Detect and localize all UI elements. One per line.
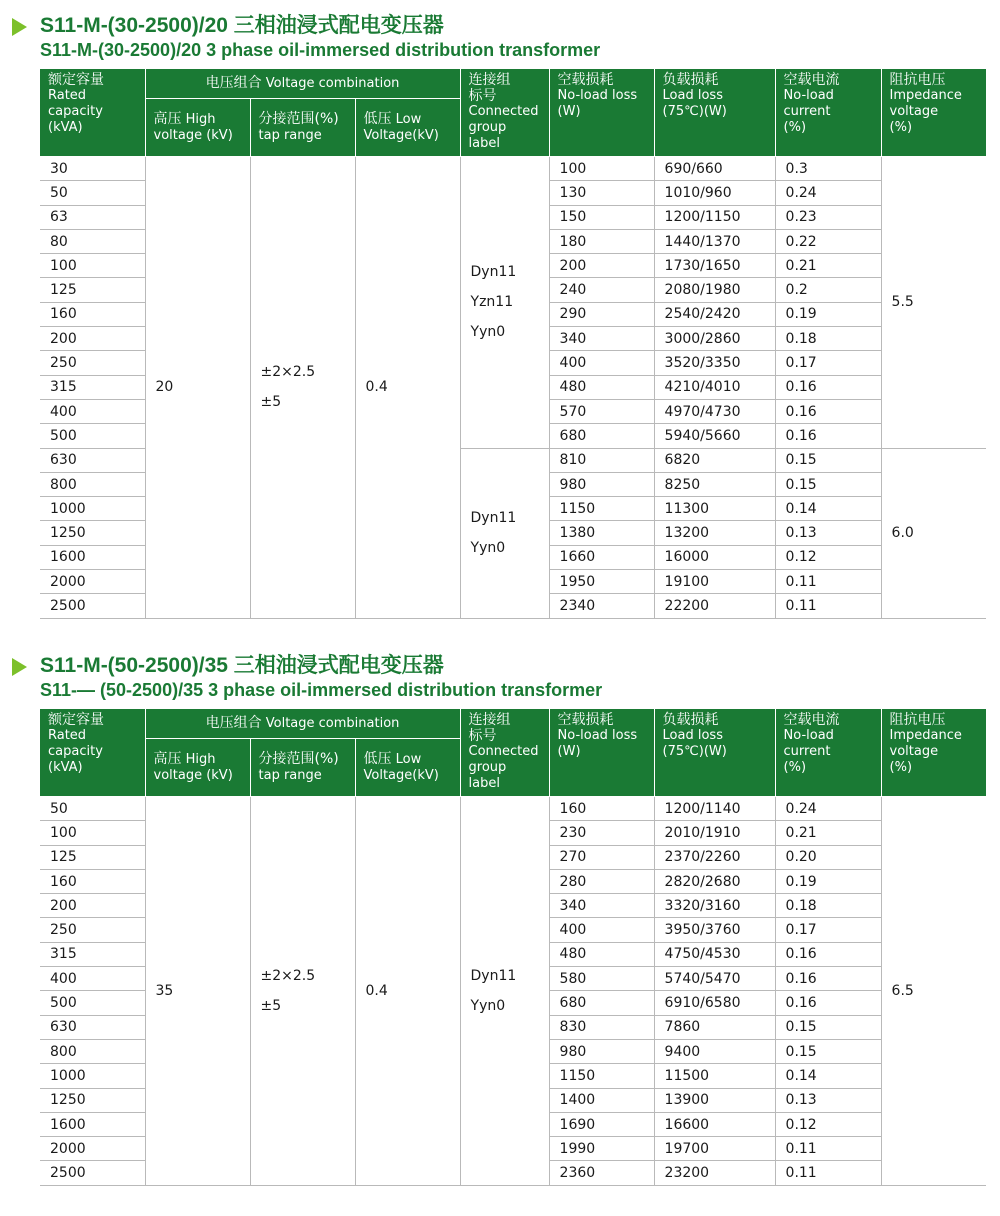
cell-noload-current: 0.16	[775, 991, 881, 1015]
cell-noload-loss: 150	[549, 205, 654, 229]
spec-table-20kv	[40, 69, 987, 619]
cell-noload-current: 0.16	[775, 967, 881, 991]
cell-noload-loss: 230	[549, 821, 654, 845]
cell-noload-loss: 340	[549, 894, 654, 918]
table-row	[40, 157, 986, 181]
header-noload-loss: 空载损耗 No-load loss (W)	[549, 69, 654, 157]
cell-noload-current: 0.21	[775, 821, 881, 845]
cell-load-loss: 1200/1150	[654, 205, 775, 229]
section-title-en: S11-M-(30-2500)/20 3 phase oil-immersed distribution transformer	[40, 40, 601, 60]
cell-noload-current: 0.11	[775, 1161, 881, 1185]
table-body	[40, 797, 986, 1186]
cell-load-loss: 22200	[654, 594, 775, 618]
cell-noload-loss: 200	[549, 254, 654, 278]
cell-impedance-voltage: 5.5	[881, 157, 986, 449]
cell-load-loss: 4970/4730	[654, 399, 775, 423]
cell-noload-current: 0.16	[775, 399, 881, 423]
cell-noload-loss: 280	[549, 869, 654, 893]
cell-capacity: 630	[40, 1015, 145, 1039]
cell-noload-loss: 2360	[549, 1161, 654, 1185]
cell-load-loss: 2010/1910	[654, 821, 775, 845]
cell-noload-loss: 160	[549, 797, 654, 821]
cell-noload-loss: 570	[549, 399, 654, 423]
cell-load-loss: 1440/1370	[654, 229, 775, 253]
cell-noload-current: 0.13	[775, 1088, 881, 1112]
section-arrow-icon	[12, 18, 27, 36]
cell-tap-range-line: ±5	[260, 997, 282, 1014]
cell-noload-loss: 1150	[549, 1064, 654, 1088]
cell-capacity: 250	[40, 351, 145, 375]
header-impedance-voltage: 阻抗电压 Impedance voltage (%)	[881, 69, 986, 157]
header-low-voltage: 低压 Low Voltage(kV)	[355, 99, 460, 157]
header-connection-group: 连接组 标号 Connected group label	[460, 69, 549, 157]
cell-noload-loss: 480	[549, 942, 654, 966]
cell-capacity: 2500	[40, 594, 145, 618]
table-body	[40, 157, 986, 619]
cell-noload-current: 0.16	[775, 375, 881, 399]
cell-capacity: 100	[40, 254, 145, 278]
cell-load-loss: 690/660	[654, 157, 775, 181]
cell-noload-loss: 680	[549, 991, 654, 1015]
cell-capacity: 1250	[40, 1088, 145, 1112]
header-capacity: 额定容量 Rated capacity (kVA)	[40, 709, 145, 797]
cell-noload-current: 0.13	[775, 521, 881, 545]
cell-capacity: 800	[40, 472, 145, 496]
cell-load-loss: 4210/4010	[654, 375, 775, 399]
cell-tap-range-line: ±5	[260, 394, 282, 411]
cell-capacity: 400	[40, 967, 145, 991]
cell-noload-loss: 290	[549, 302, 654, 326]
header-tap-range: 分接范围(%) tap range	[250, 99, 355, 157]
cell-connection-group	[460, 448, 549, 618]
cell-noload-loss: 1660	[549, 545, 654, 569]
spec-table-35kv	[40, 709, 987, 1186]
cell-tap-range-line: ±2×2.5	[260, 967, 316, 984]
cell-noload-current: 0.11	[775, 594, 881, 618]
cell-capacity: 125	[40, 278, 145, 302]
cell-noload-current: 0.18	[775, 894, 881, 918]
cell-load-loss: 16600	[654, 1112, 775, 1136]
cell-noload-current: 0.17	[775, 918, 881, 942]
cell-noload-current: 0.15	[775, 1039, 881, 1063]
header-capacity: 额定容量 Rated capacity (kVA)	[40, 69, 145, 157]
cell-noload-loss: 1690	[549, 1112, 654, 1136]
cell-connection-group-line: Yyn0	[470, 324, 506, 341]
cell-load-loss: 11300	[654, 497, 775, 521]
header-impedance-voltage: 阻抗电压 Impedance voltage (%)	[881, 709, 986, 797]
cell-connection-group-line: Yzn11	[470, 294, 514, 311]
cell-noload-loss: 480	[549, 375, 654, 399]
header-noload-loss: 空载损耗 No-load loss (W)	[549, 709, 654, 797]
section-title-cn: S11-M-(30-2500)/20 三相油浸式配电变压器	[40, 14, 444, 37]
cell-load-loss: 11500	[654, 1064, 775, 1088]
cell-capacity: 125	[40, 845, 145, 869]
cell-connection-group-line: Yyn0	[470, 540, 506, 557]
header-noload-current: 空载电流 No-load current (%)	[775, 709, 881, 797]
cell-noload-current: 0.19	[775, 302, 881, 326]
cell-low-voltage: 0.4	[355, 157, 460, 619]
section-arrow-icon	[12, 658, 27, 676]
cell-capacity: 200	[40, 894, 145, 918]
cell-load-loss: 8250	[654, 472, 775, 496]
cell-capacity: 1600	[40, 545, 145, 569]
cell-tap-range	[250, 797, 355, 1186]
section-title-en: S11-— (50-2500)/35 3 phase oil-immersed distribution transformer	[40, 680, 603, 700]
header-tap-range: 分接范围(%) tap range	[250, 739, 355, 797]
cell-load-loss: 3000/2860	[654, 327, 775, 351]
cell-noload-current: 0.18	[775, 327, 881, 351]
cell-load-loss: 19100	[654, 570, 775, 594]
header-load-loss: 负载损耗 Load loss (75℃)(W)	[654, 69, 775, 157]
header-low-voltage: 低压 Low Voltage(kV)	[355, 739, 460, 797]
cell-capacity: 1000	[40, 1064, 145, 1088]
cell-noload-loss: 980	[549, 472, 654, 496]
cell-noload-current: 0.3	[775, 157, 881, 181]
header-load-loss: 负载损耗 Load loss (75℃)(W)	[654, 709, 775, 797]
cell-connection-group-line: Yyn0	[470, 997, 506, 1014]
cell-load-loss: 2080/1980	[654, 278, 775, 302]
cell-capacity: 1600	[40, 1112, 145, 1136]
cell-noload-loss: 830	[549, 1015, 654, 1039]
cell-high-voltage: 35	[145, 797, 250, 1186]
cell-connection-group-line: Dyn11	[470, 264, 517, 281]
cell-load-loss: 5740/5470	[654, 967, 775, 991]
cell-load-loss: 6910/6580	[654, 991, 775, 1015]
header-high-voltage: 高压 High voltage (kV)	[145, 739, 250, 797]
cell-load-loss: 6820	[654, 448, 775, 472]
table-row	[40, 797, 986, 821]
cell-noload-current: 0.15	[775, 1015, 881, 1039]
cell-noload-current: 0.11	[775, 570, 881, 594]
cell-noload-loss: 1150	[549, 497, 654, 521]
cell-noload-current: 0.19	[775, 869, 881, 893]
cell-load-loss: 13900	[654, 1088, 775, 1112]
cell-impedance-voltage: 6.0	[881, 448, 986, 618]
header-voltage-combination: 电压组合 Voltage combination	[145, 709, 460, 739]
cell-noload-loss: 100	[549, 157, 654, 181]
cell-noload-loss: 580	[549, 967, 654, 991]
cell-capacity: 500	[40, 991, 145, 1015]
cell-noload-current: 0.12	[775, 545, 881, 569]
cell-connection-group	[460, 157, 549, 449]
cell-load-loss: 3950/3760	[654, 918, 775, 942]
cell-noload-current: 0.17	[775, 351, 881, 375]
header-voltage-combination: 电压组合 Voltage combination	[145, 69, 460, 99]
cell-noload-current: 0.16	[775, 942, 881, 966]
cell-noload-loss: 340	[549, 327, 654, 351]
cell-load-loss: 13200	[654, 521, 775, 545]
cell-connection-group-line: Dyn11	[470, 510, 517, 527]
cell-noload-current: 0.16	[775, 424, 881, 448]
header-noload-current: 空载电流 No-load current (%)	[775, 69, 881, 157]
cell-noload-current: 0.14	[775, 497, 881, 521]
cell-low-voltage: 0.4	[355, 797, 460, 1186]
cell-noload-current: 0.14	[775, 1064, 881, 1088]
cell-capacity: 315	[40, 375, 145, 399]
cell-tap-range-line: ±2×2.5	[260, 364, 316, 381]
cell-noload-current: 0.24	[775, 181, 881, 205]
cell-connection-group-line: Dyn11	[470, 967, 517, 984]
section-title-cn: S11-M-(50-2500)/35 三相油浸式配电变压器	[40, 654, 444, 677]
cell-high-voltage: 20	[145, 157, 250, 619]
cell-load-loss: 23200	[654, 1161, 775, 1185]
cell-capacity: 250	[40, 918, 145, 942]
cell-capacity: 2000	[40, 570, 145, 594]
cell-capacity: 30	[40, 157, 145, 181]
cell-capacity: 63	[40, 205, 145, 229]
cell-load-loss: 19700	[654, 1137, 775, 1161]
cell-noload-loss: 980	[549, 1039, 654, 1063]
cell-noload-loss: 180	[549, 229, 654, 253]
cell-load-loss: 4750/4530	[654, 942, 775, 966]
cell-noload-loss: 810	[549, 448, 654, 472]
cell-load-loss: 1200/1140	[654, 797, 775, 821]
cell-load-loss: 2370/2260	[654, 845, 775, 869]
cell-tap-range	[250, 157, 355, 619]
cell-noload-loss: 1400	[549, 1088, 654, 1112]
cell-load-loss: 7860	[654, 1015, 775, 1039]
cell-noload-current: 0.15	[775, 448, 881, 472]
cell-noload-loss: 1950	[549, 570, 654, 594]
cell-noload-current: 0.20	[775, 845, 881, 869]
cell-capacity: 80	[40, 229, 145, 253]
cell-capacity: 200	[40, 327, 145, 351]
cell-noload-current: 0.12	[775, 1112, 881, 1136]
cell-noload-loss: 400	[549, 351, 654, 375]
cell-noload-loss: 680	[549, 424, 654, 448]
cell-load-loss: 9400	[654, 1039, 775, 1063]
cell-load-loss: 3520/3350	[654, 351, 775, 375]
cell-impedance-voltage: 6.5	[881, 797, 986, 1186]
cell-noload-current: 0.24	[775, 797, 881, 821]
table-header	[40, 69, 986, 157]
cell-capacity: 630	[40, 448, 145, 472]
cell-load-loss: 2820/2680	[654, 869, 775, 893]
cell-capacity: 2000	[40, 1137, 145, 1161]
cell-noload-current: 0.15	[775, 472, 881, 496]
cell-noload-current: 0.23	[775, 205, 881, 229]
cell-capacity: 2500	[40, 1161, 145, 1185]
cell-capacity: 315	[40, 942, 145, 966]
cell-capacity: 50	[40, 181, 145, 205]
cell-load-loss: 3320/3160	[654, 894, 775, 918]
cell-load-loss: 5940/5660	[654, 424, 775, 448]
cell-capacity: 800	[40, 1039, 145, 1063]
table-header	[40, 709, 986, 797]
cell-load-loss: 1730/1650	[654, 254, 775, 278]
cell-noload-loss: 270	[549, 845, 654, 869]
cell-capacity: 1250	[40, 521, 145, 545]
cell-capacity: 50	[40, 797, 145, 821]
cell-load-loss: 16000	[654, 545, 775, 569]
cell-noload-loss: 1380	[549, 521, 654, 545]
cell-noload-current: 0.2	[775, 278, 881, 302]
cell-load-loss: 1010/960	[654, 181, 775, 205]
cell-noload-current: 0.22	[775, 229, 881, 253]
cell-noload-loss: 2340	[549, 594, 654, 618]
cell-capacity: 100	[40, 821, 145, 845]
cell-noload-loss: 400	[549, 918, 654, 942]
cell-noload-current: 0.21	[775, 254, 881, 278]
cell-capacity: 160	[40, 869, 145, 893]
cell-connection-group	[460, 797, 549, 1186]
cell-noload-current: 0.11	[775, 1137, 881, 1161]
cell-capacity: 400	[40, 399, 145, 423]
cell-capacity: 500	[40, 424, 145, 448]
header-connection-group: 连接组 标号 Connected group label	[460, 709, 549, 797]
cell-noload-loss: 1990	[549, 1137, 654, 1161]
header-high-voltage: 高压 High voltage (kV)	[145, 99, 250, 157]
cell-capacity: 1000	[40, 497, 145, 521]
cell-noload-loss: 130	[549, 181, 654, 205]
cell-noload-loss: 240	[549, 278, 654, 302]
cell-load-loss: 2540/2420	[654, 302, 775, 326]
cell-capacity: 160	[40, 302, 145, 326]
